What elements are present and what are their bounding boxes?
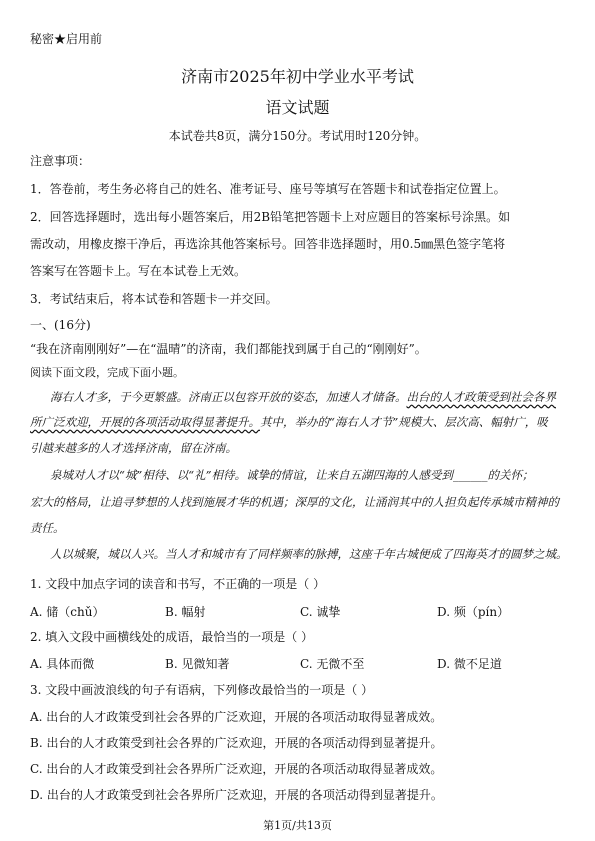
wavy-sentence-part-2: 所广泛欢迎，开展的各项活动取得显著提升。	[30, 415, 260, 429]
passage-p2-line-2: 宏大的格局，让追寻梦想的人找到施展才华的机遇；深厚的文化，让涌润其中的人担负起传承城市精神的	[30, 495, 559, 509]
passage-p1-text-2: 其中，举办的“海右人才节”规模大、层次高、幅射广，吸	[260, 415, 548, 429]
question-1-option-d[interactable]: D. 频（pín）	[437, 605, 510, 619]
question-3-option-c[interactable]: C. 出台的人才政策受到社会各界所广泛欢迎，开展的各项活动取得显著成效。	[30, 762, 443, 776]
secret-label: 秘密★启用前	[30, 32, 103, 46]
question-1-option-c[interactable]: C. 诚挚	[300, 605, 341, 619]
question-2-option-d[interactable]: D. 微不足道	[437, 657, 502, 671]
question-1-option-b[interactable]: B. 幅射	[165, 605, 206, 619]
passage-p1-line-1	[50, 389, 556, 405]
notice-item-3: 3．考试结束后，将本试卷和答题卡一并交回。	[30, 292, 278, 306]
question-2-option-a[interactable]: A. 具体而微	[30, 657, 95, 671]
notice-item-1: 1．答卷前，考生务必将自己的姓名、准考证号、座号等填写在答题卡和试卷指定位置上。	[30, 182, 506, 196]
question-3-option-a[interactable]: A. 出台的人才政策受到社会各界的广泛欢迎，开展的各项活动取得显著成效。	[30, 710, 443, 724]
question-3-stem: 3. 文段中画波浪线的句子有语病，下列修改最恰当的一项是（ ）	[30, 683, 374, 697]
notice-item-2-line-2: 需改动，用橡皮擦干净后，再选涂其他答案标号。回答非选择题时，用0.5㎜黑色签字笔将	[30, 237, 506, 251]
question-3-option-d[interactable]: D. 出台的人才政策受到社会各界所广泛欢迎，开展的各项活动得到显著提升。	[30, 788, 443, 802]
passage-p1-line-3: 引越来越多的人才选择济南，留在济南。	[30, 441, 237, 455]
wavy-sentence-part-1: 出台的人才政策受到社会各界	[406, 390, 556, 404]
question-3-option-b[interactable]: B. 出台的人才政策受到社会各界的广泛欢迎，开展的各项活动得到显著提升。	[30, 736, 443, 750]
section-intro: “我在济南刚刚好”—在“温晴”的济南，我们都能找到属于自己的“刚刚好”。	[30, 342, 427, 356]
passage-p1-line-2	[30, 414, 548, 430]
section-heading: 一、(16分)	[30, 318, 91, 332]
exam-subject: 语文试题	[265, 98, 330, 117]
passage-p2-line-3: 责任。	[30, 521, 65, 535]
passage-p3: 人以城聚，城以人兴。当人才和城市有了同样频率的脉搏，这座千年古城便成了四海英才的圆梦之城。	[50, 547, 568, 561]
question-1-option-a[interactable]: A. 储（chǔ）	[30, 605, 105, 619]
exam-info: 本试卷共8页，满分150分。考试用时120分钟。	[168, 129, 427, 143]
notice-heading: 注意事项：	[30, 154, 91, 168]
question-2-option-c[interactable]: C. 无微不至	[300, 657, 365, 671]
reading-instruction: 阅读下面文段，完成下面小题。	[30, 366, 184, 379]
exam-title: 济南市2025年初中学业水平考试	[181, 67, 414, 86]
passage-p1-text: 海右人才多，于今更繁盛。济南正以包容开放的姿态，加速人才储备。	[50, 390, 407, 404]
notice-item-2-line-1: 2．回答选择题时，选出每小题答案后，用2B铅笔把答题卡上对应题目的答案标号涂黑。如	[30, 210, 511, 224]
passage-p2-line-1: 泉城对人才以“城”相待、以“礼”相待。诚挚的情谊，让来自五湖四海的人感受到______的关怀；	[50, 468, 534, 482]
question-2-stem: 2. 填入文段中画横线处的成语，最恰当的一项是（ ）	[30, 630, 314, 644]
page-number: 第1页/共13页	[263, 819, 332, 832]
question-2-option-b[interactable]: B. 见微知著	[165, 657, 230, 671]
question-1-stem: 1. 文段中加点字词的读音和书写，不正确的一项是（ ）	[30, 577, 326, 591]
notice-item-2-line-3: 答案写在答题卡上。写在本试卷上无效。	[30, 264, 247, 278]
